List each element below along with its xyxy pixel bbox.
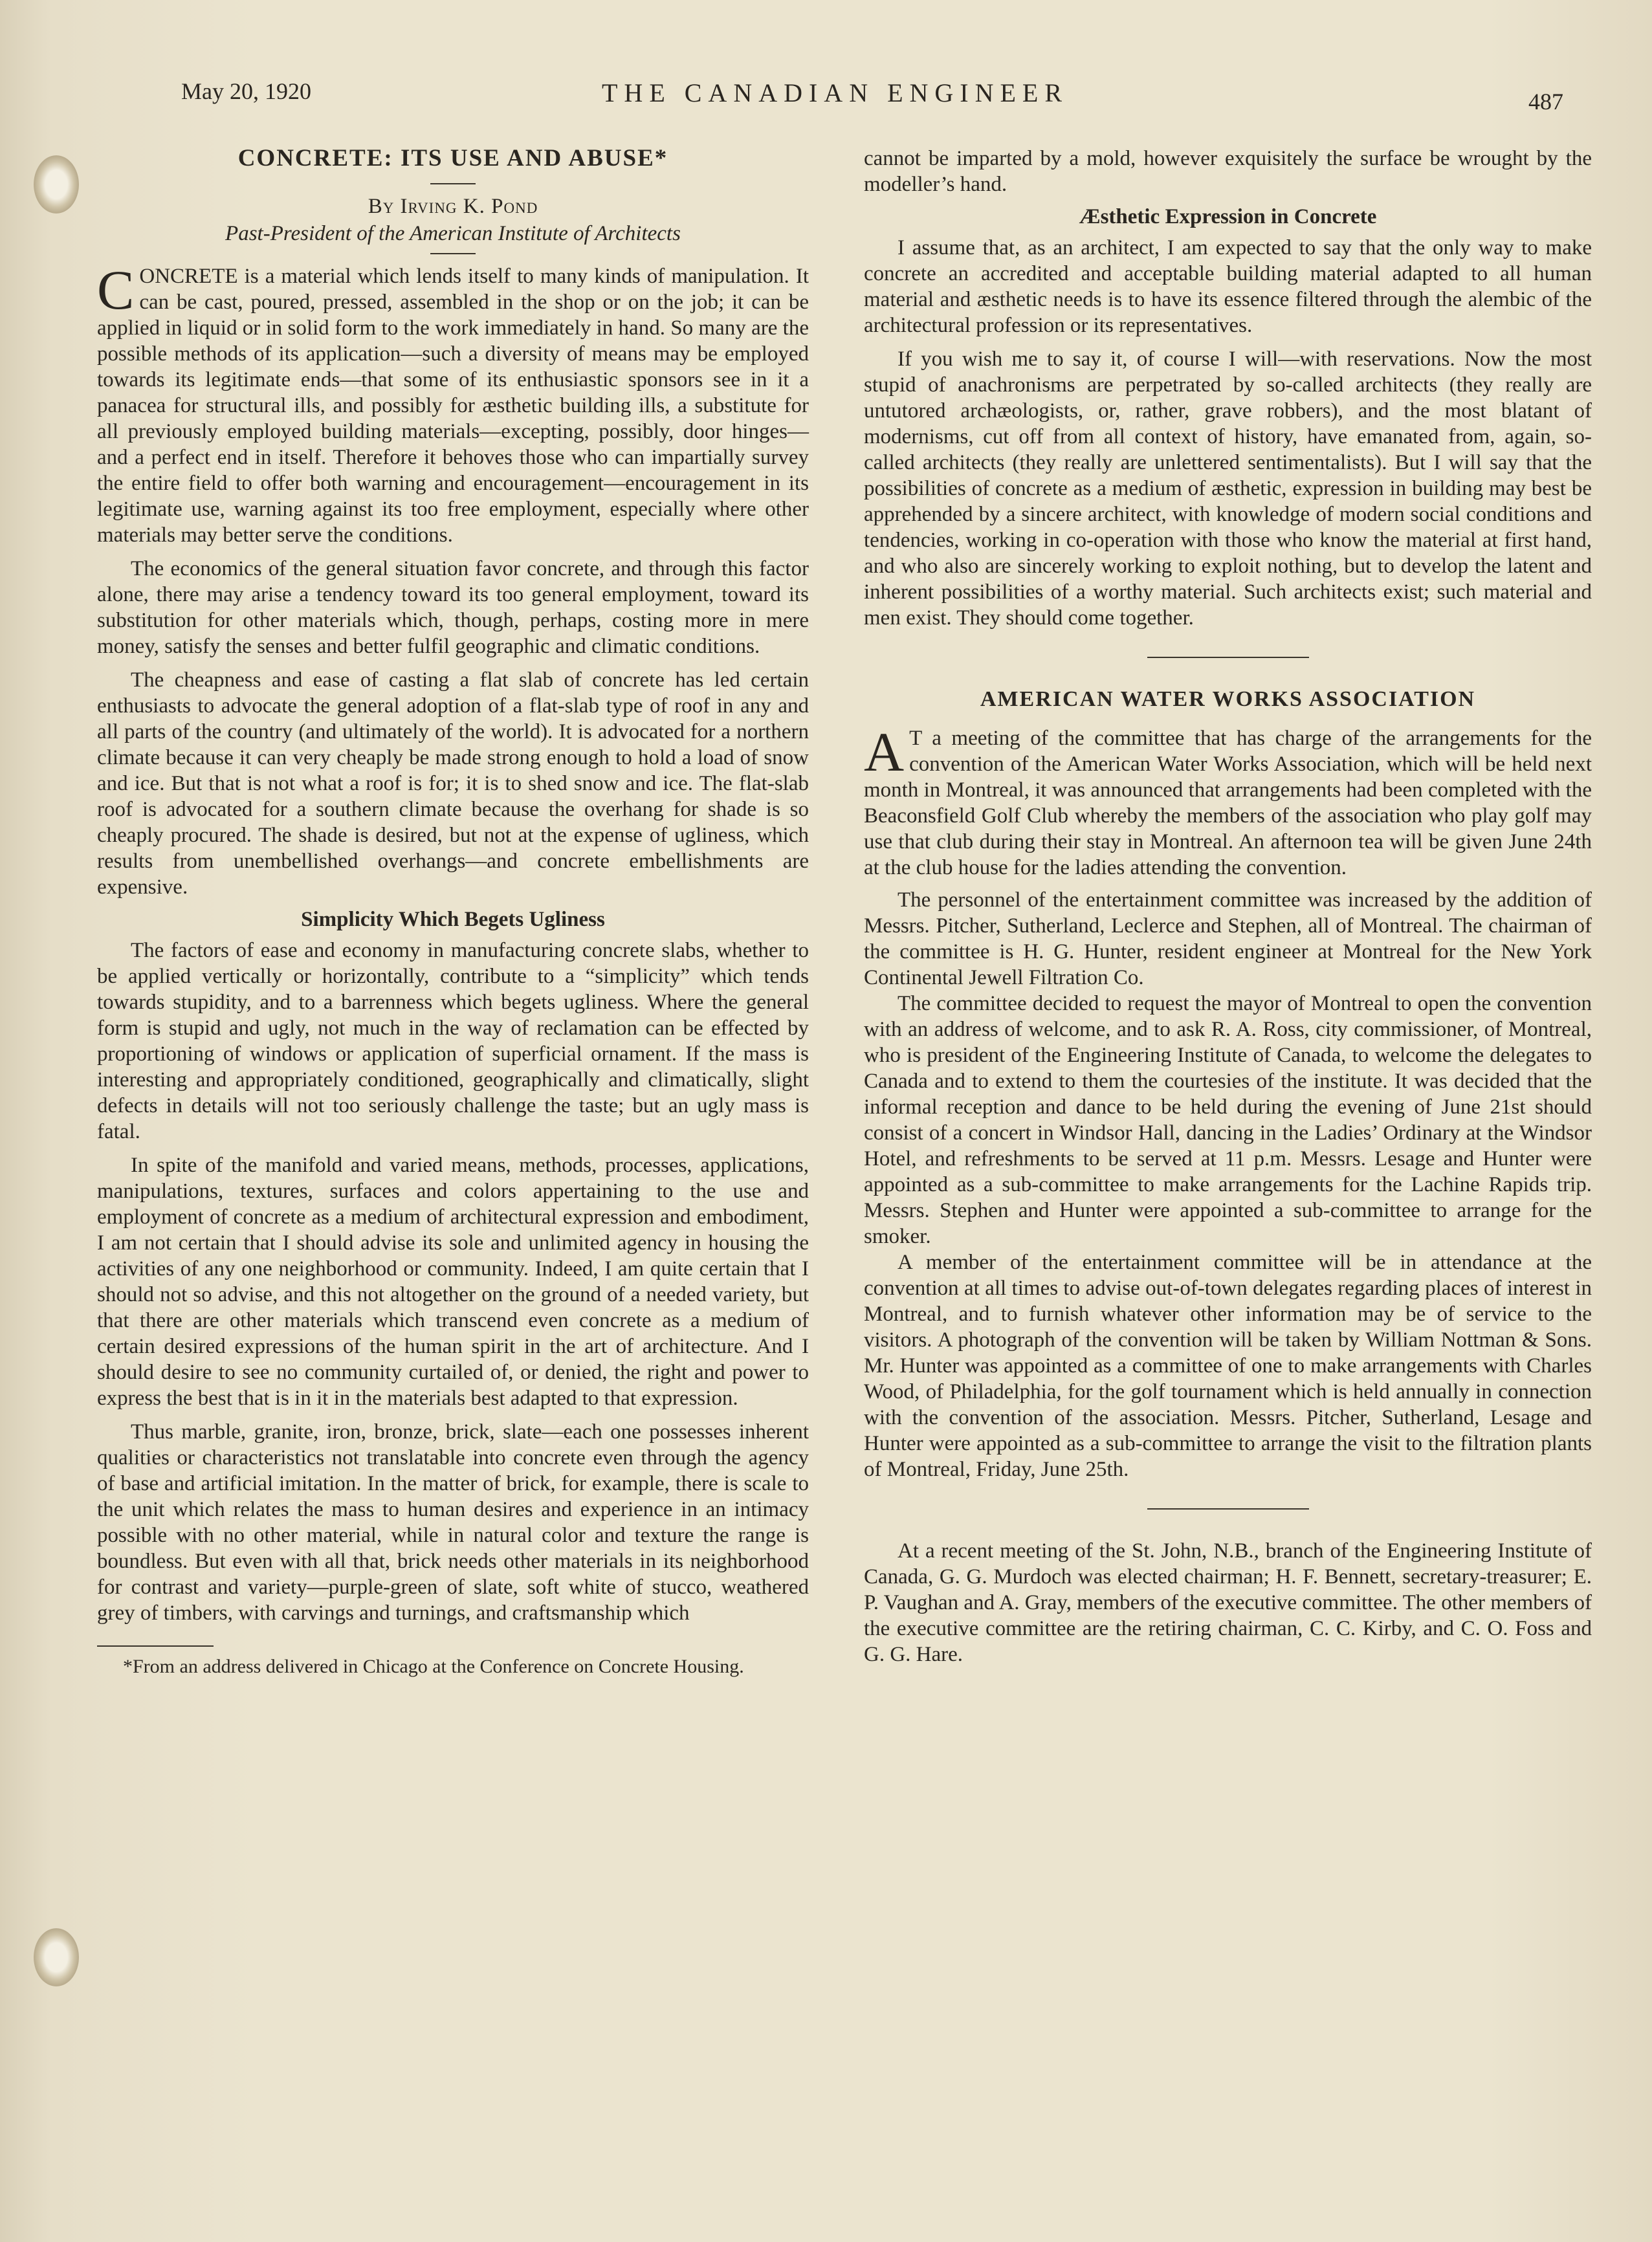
paragraph: The cheapness and ease of casting a flat slab of concrete has led certain enthusiasts to advocate the general adoption of a flat-slab type of roof in any and all parts of the country (and ultimately of the world). It is advocated for a northern climate because it can very cheaply be made strong enough to hold a load of snow and ice. But that is not what a roof is for; it is to shed snow and ice. The flat-slab roof is advocated for a southern climate because the overhang for shade is so cheaply procured. The shade is desired, but not at the expense of ugliness, which results from unembellished overhangs—and concrete embellishments are expensive. (97, 668, 809, 899)
section-separator (1147, 1508, 1309, 1510)
drop-cap: A (864, 721, 905, 783)
paragraph: The personnel of the entertainment committee was increased by the addition of Messrs. Pitcher, Sutherland, Leclerce and Stephen, all of Montreal. The chairman of the committee is H. G. Hunter, resident engineer at Montreal for the New York Continental Jewell Filtration Co. (864, 888, 1592, 989)
article-title: AMERICAN WATER WORKS ASSOCIATION (980, 687, 1476, 711)
footnote-rule (97, 1645, 214, 1647)
header-page-number: 487 (1528, 89, 1563, 115)
paragraph: cannot be imparted by a mold, however exquisitely the surface be wrought by the modeller’s hand. (864, 147, 1592, 196)
paragraph: A T a meeting of the committee that has charge of the arrangements for the convention of the American Water Works Association, which will be held next month in Montreal, it was announced that arrangements had been completed with the Beaconsfield Golf Club whereby the members of the association who play golf may use that club during their stay in Montreal. An afternoon tea will be given June 24th at the club house for the ladies attending the convention. (864, 721, 1592, 879)
article-title: CONCRETE: ITS USE AND ABUSE* (237, 145, 668, 171)
paragraph: I assume that, as an architect, I am expected to say that the only way to make concrete an accredited and acceptable building material adapted to all human material and æsthetic needs is to have its essence filtered through the alembic of the architectural profession or its representatives. (864, 236, 1592, 337)
paragraph: The committee decided to request the mayor of Montreal to open the convention with an address of welcome, and to ask R. A. Ross, city commissioner, of Montreal, who is president of the Engineering Institute of Canada, to welcome the delegates to Canada and to extend to them the courtesies of the institute. It was decided that the informal reception and dance to be held during the evening of June 21st should consist of a concert in Windsor Hall, dancing in the Ladies’ Ordinary at the Windsor Hotel, and refreshments to be served at 11 p.m. Messrs. Lesage and Hunter were appointed as a sub-committee to make arrangements for the Lachine Rapids trip. Messrs. Stephen and Hunter were appointed a sub-committee to arrange for the smoker. (864, 992, 1592, 1248)
author-affiliation: Past-President of the American Institute of Architects (225, 222, 681, 245)
running-header (0, 71, 1652, 123)
left-column (97, 146, 809, 1679)
subheading: Æsthetic Expression in Concrete (1079, 205, 1377, 228)
paragraph: The economics of the general situation favor concrete, and through this factor alone, there may arise a tendency toward its too general employment, toward its substitution for other materials which, though, perhaps, costing more in mere money, satisfy the senses and better fulfil geographic and climatic conditions. (97, 557, 809, 658)
paragraph: At a recent meeting of the St. John, N.B., branch of the Engineering Institute of Canada, G. G. Murdoch was elected chairman; H. F. Bennett, secretary-treasurer; E. P. Vaughan and A. Gray, members of the executive committee. The other members of the executive committee are the retiring chairman, C. C. Kirby, and C. O. Foss and G. G. Hare. (864, 1539, 1592, 1666)
drop-cap: C (97, 259, 135, 321)
title-rule (430, 183, 476, 184)
section-separator (1147, 657, 1309, 658)
header-journal-title: THE CANADIAN ENGINEER (602, 78, 1069, 107)
paragraph: If you wish me to say it, of course I will—with reservations. Now the most stupid of anachronisms are perpetrated by so-called architects (they really are untutored archæologists, or, rather, grave robbers), and the most blatant of modernisms, cut off from all context of history, have emanated from, again, so-called architects (they really are unlettered sentimentalists). But I will say that the possibilities of concrete as a medium of æsthetic, expression in building may best be apprehended by a sincere architect, with knowledge of modern social conditions and tendencies, working in co-operation with those who know the material at first hand, and who also are sincerely working to exploit nothing, but to develop the latent and inherent possibilities of a worthy material. Such architects exist; such material and men exist. They should come together. (864, 347, 1592, 630)
paragraph: In spite of the manifold and varied means, methods, processes, applications, manipulations, textures, surfaces and colors appertaining to the use and employment of concrete as a medium of architectural expression and embodiment, I am not certain that I should advise its sole and unlimited agency in housing the activities of any one neighborhood or community. Indeed, I am quite certain that I should not so advise, and this not altogether on the ground of a needed variety, but that there are other materials which transcend even concrete as a medium of certain desired expressions of the human spirit in the art of architecture. And I should desire to see no community curtailed of, or denied, the right and power to express the best that is in it in the materials best adapted to that expression. (97, 1154, 809, 1410)
footnote: *From an address delivered in Chicago at the Conference on Concrete Housing. (123, 1656, 744, 1677)
binding-hole-top (34, 155, 79, 214)
paragraph: A member of the entertainment committee will be in attendance at the convention at all times to advise out-of-town delegates regarding places of interest in Montreal, and to furnish whatever other information may be of service to the visitors. A photograph of the convention will be taken by William Nottman & Sons. Mr. Hunter was appointed as a committee of one to make arrangements with Charles Wood, of Philadelphia, for the golf tournament which is held annually in connection with the convention of the association. Messrs. Pitcher, Sutherland, Lesage and Hunter were appointed as a sub-committee to arrange the visit to the filtration plants of Montreal, Friday, June 25th. (864, 1251, 1592, 1481)
paragraph: CONCRETE is a material which lends itself to many kinds of manipulation. It can be cast, poured, pressed, assembled in the shop or on the job; it can be applied in liquid or in solid form to the work immediately in hand. So many are the possible methods of its application—such a diversity of means may be employed towards its legitimate ends—that some of its enthusiastic sponsors see in it a panacea for structural ills, and possibly for æsthetic building ills, a substitute for all previously employed building materials—excepting, possibly, door hinges—and a perfect end in itself. Therefore it behoves those who can impartially survey the entire field to offer both warning and encouragement—encouragement in its legitimate use, warning against its too free employment, especially where other materials may better serve the conditions. (97, 259, 809, 547)
right-column (864, 146, 1592, 1667)
byline: By Irving K. Pond (368, 195, 538, 218)
paragraph: Thus marble, granite, iron, bronze, brick, slate—each one possesses inherent qualities or characteristics not translatable into concrete even through the agency of base and artificial imitation. In the matter of brick, for example, there is scale to the unit which relates the mass to human desires and experience in an intimacy possible with no other material, while in natural color and texture the range is boundless. But even with all that, brick needs other materials in its neighborhood for contrast and variety—purple-green of slate, soft white of stucco, weathered grey of timbers, with carvings and turnings, and craftsmanship which (97, 1420, 809, 1625)
byline-rule (430, 253, 476, 254)
subheading: Simplicity Which Begets Ugliness (301, 908, 605, 931)
binding-hole-bottom (34, 1928, 79, 1986)
paragraph: The factors of ease and economy in manufacturing concrete slabs, whether to be applied vertically or horizontally, contribute to a “simplicity” which tends towards stupidity, and to a barrenness which begets ugliness. Where the general form is stupid and ugly, not much in the way of reclamation can be effected by proportioning of windows or application of superficial ornament. If the mass is interesting and appropriately conditioned, geographically and climatically, slight defects in details will not too seriously challenge the taste; but an ugly mass is fatal. (97, 939, 809, 1143)
header-date: May 20, 1920 (181, 78, 311, 104)
